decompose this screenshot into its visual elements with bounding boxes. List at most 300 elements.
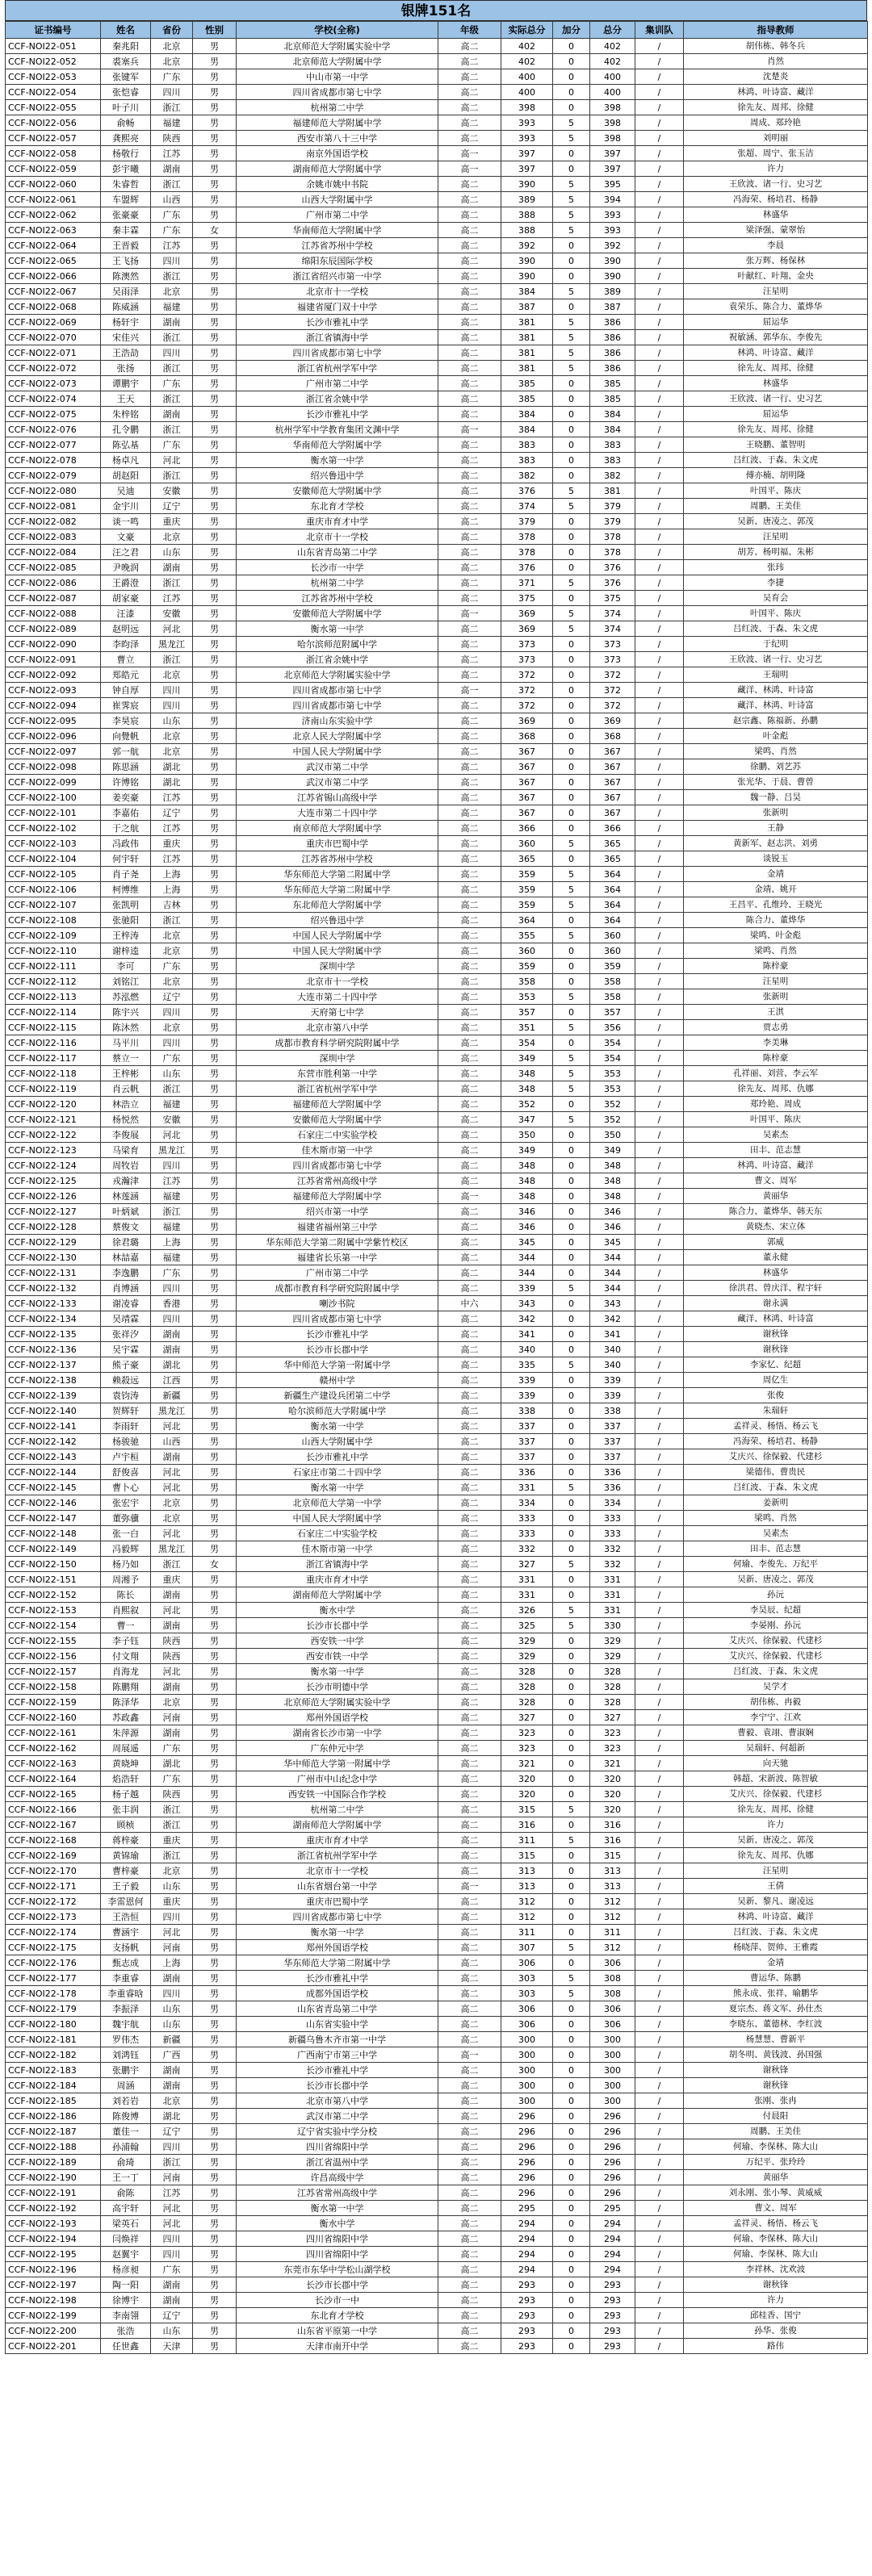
cell-raw-score: 315	[501, 1802, 553, 1817]
cell-team: /	[635, 897, 684, 913]
cell-cert-id: CCF-NOI22-146	[6, 1495, 101, 1511]
cell-raw-score: 400	[501, 69, 553, 85]
cell-total: 349	[590, 1143, 635, 1158]
table-row	[6, 207, 868, 223]
cell-name: 裘塞兵	[101, 54, 151, 69]
table-row	[6, 1925, 868, 1940]
cell-team: /	[635, 69, 684, 85]
cell-team: /	[635, 131, 684, 146]
cell-name: 杨轩宇	[101, 315, 151, 330]
cell-province: 湖南	[151, 2277, 193, 2293]
cell-raw-score: 348	[501, 1081, 553, 1097]
cell-bonus: 0	[553, 1817, 590, 1833]
cell-coach: 林鸿、叶诗富、藏洋	[684, 345, 868, 361]
cell-coach: 田丰、范志慧	[684, 1541, 868, 1557]
cell-school: 湖南师范大学附属中学	[237, 161, 438, 177]
cell-province: 湖南	[151, 2078, 193, 2093]
cell-coach: 李祥林、沈欢波	[684, 2262, 868, 2277]
cell-gender: 男	[193, 437, 237, 453]
cell-grade: 高二	[438, 1695, 501, 1710]
cell-name: 陈澳然	[101, 269, 151, 284]
cell-gender: 男	[193, 1633, 237, 1649]
cell-gender: 男	[193, 1572, 237, 1587]
cell-cert-id: CCF-NOI22-151	[6, 1572, 101, 1587]
cell-team: /	[635, 361, 684, 376]
cell-total: 365	[590, 851, 635, 867]
cell-raw-score: 349	[501, 1143, 553, 1158]
table-row	[6, 284, 868, 299]
cell-coach: 王倩	[684, 1879, 868, 1894]
cell-bonus: 0	[553, 775, 590, 790]
table-row	[6, 2201, 868, 2216]
cell-coach: 藏洋、林鸿、叶诗富	[684, 698, 868, 713]
cell-school: 四川省成都市第七中学	[237, 698, 438, 713]
cell-team: /	[635, 729, 684, 744]
cell-grade: 高二	[438, 1756, 501, 1771]
cell-total: 337	[590, 1449, 635, 1465]
cell-team: /	[635, 1848, 684, 1863]
cell-school: 四川省绵阳中学	[237, 2139, 438, 2155]
cell-school: 安徽师范大学附属中学	[237, 483, 438, 499]
cell-name: 周涵	[101, 2078, 151, 2093]
table-row	[6, 1357, 868, 1373]
cell-school: 四川省成都市第七中学	[237, 85, 438, 100]
cell-province: 北京	[151, 1495, 193, 1511]
cell-raw-score: 335	[501, 1357, 553, 1373]
cell-name: 汪漆	[101, 606, 151, 621]
cell-grade: 高二	[438, 1051, 501, 1066]
cell-school: 广州市第二中学	[237, 207, 438, 223]
cell-gender: 男	[193, 729, 237, 744]
cell-province: 安徽	[151, 606, 193, 621]
cell-cert-id: CCF-NOI22-183	[6, 2063, 101, 2078]
cell-grade: 高二	[438, 299, 501, 315]
cell-coach: 张光华、于晨、曹曾	[684, 775, 868, 790]
cell-name: 蔡立一	[101, 1051, 151, 1066]
cell-school: 江苏省常州高级中学	[237, 2185, 438, 2201]
table-row	[6, 2078, 868, 2093]
cell-raw-score: 390	[501, 177, 553, 192]
cell-province: 重庆	[151, 836, 193, 851]
cell-school: 山东省烟台第一中学	[237, 1879, 438, 1894]
cell-name: 甄志成	[101, 1955, 151, 1971]
cell-grade: 高二	[438, 2216, 501, 2231]
cell-name: 焰浩轩	[101, 1771, 151, 1787]
cell-gender: 男	[193, 100, 237, 115]
cell-grade: 高二	[438, 1633, 501, 1649]
cell-total: 300	[590, 2063, 635, 2078]
cell-school: 重庆市育才中学	[237, 514, 438, 529]
cell-coach: 许力	[684, 161, 868, 177]
cell-coach: 夏宗杰、蒋文军、孙仕杰	[684, 2001, 868, 2017]
cell-coach: 徐洪君、曾庆洋、程宇轩	[684, 1281, 868, 1296]
cell-province: 河北	[151, 1419, 193, 1434]
cell-cert-id: CCF-NOI22-128	[6, 1219, 101, 1235]
table-row	[6, 744, 868, 759]
cell-total: 312	[590, 1894, 635, 1909]
cell-total: 364	[590, 882, 635, 897]
cell-cert-id: CCF-NOI22-123	[6, 1143, 101, 1158]
cell-province: 江苏	[151, 821, 193, 836]
cell-bonus: 0	[553, 1235, 590, 1250]
cell-total: 373	[590, 637, 635, 652]
cell-raw-score: 400	[501, 85, 553, 100]
cell-cert-id: CCF-NOI22-059	[6, 161, 101, 177]
cell-gender: 男	[193, 851, 237, 867]
cell-cert-id: CCF-NOI22-086	[6, 575, 101, 591]
cell-grade: 高二	[438, 621, 501, 637]
cell-province: 湖南	[151, 1725, 193, 1741]
cell-name: 王梓彬	[101, 1066, 151, 1081]
cell-grade: 高二	[438, 1971, 501, 1986]
cell-school: 北京师范大学第一中学	[237, 1495, 438, 1511]
cell-province: 四川	[151, 1281, 193, 1296]
cell-raw-score: 385	[501, 376, 553, 391]
cell-raw-score: 368	[501, 729, 553, 744]
cell-cert-id: CCF-NOI22-176	[6, 1955, 101, 1971]
cell-grade: 高二	[438, 1035, 501, 1051]
cell-team: /	[635, 560, 684, 575]
table-row	[6, 238, 868, 253]
cell-gender: 男	[193, 1143, 237, 1158]
cell-school: 衡水第一中学	[237, 2201, 438, 2216]
cell-bonus: 0	[553, 1695, 590, 1710]
cell-name: 付文翔	[101, 1649, 151, 1664]
cell-cert-id: CCF-NOI22-196	[6, 2262, 101, 2277]
cell-cert-id: CCF-NOI22-112	[6, 974, 101, 989]
cell-gender: 男	[193, 54, 237, 69]
cell-cert-id: CCF-NOI22-189	[6, 2155, 101, 2170]
cell-grade: 高二	[438, 131, 501, 146]
cell-total: 350	[590, 1127, 635, 1143]
cell-raw-score: 323	[501, 1741, 553, 1756]
table-row	[6, 1419, 868, 1434]
cell-name: 冯政伟	[101, 836, 151, 851]
cell-team: /	[635, 1817, 684, 1833]
cell-cert-id: CCF-NOI22-195	[6, 2247, 101, 2262]
cell-grade: 高二	[438, 2032, 501, 2047]
cell-total: 367	[590, 759, 635, 775]
cell-bonus: 0	[553, 744, 590, 759]
cell-coach: 叶国平、陈庆	[684, 606, 868, 621]
cell-bonus: 5	[553, 284, 590, 299]
cell-gender: 男	[193, 1081, 237, 1097]
cell-coach: 陈合力、董烨华	[684, 913, 868, 928]
cell-cert-id: CCF-NOI22-088	[6, 606, 101, 621]
cell-name: 杨卓凡	[101, 453, 151, 468]
cell-coach: 徐先友、周邦、徐健	[684, 100, 868, 115]
cell-grade: 高二	[438, 1526, 501, 1541]
cell-bonus: 0	[553, 1296, 590, 1311]
cell-province: 北京	[151, 54, 193, 69]
cell-raw-score: 313	[501, 1879, 553, 1894]
cell-total: 311	[590, 1925, 635, 1940]
cell-grade: 高二	[438, 1955, 501, 1971]
cell-total: 393	[590, 223, 635, 238]
table-row	[6, 299, 868, 315]
cell-bonus: 0	[553, 253, 590, 269]
cell-school: 中国人民大学附属中学	[237, 943, 438, 959]
cell-province: 福建	[151, 1219, 193, 1235]
cell-gender: 男	[193, 1894, 237, 1909]
cell-team: /	[635, 1189, 684, 1204]
cell-bonus: 5	[553, 361, 590, 376]
cell-grade: 高二	[438, 238, 501, 253]
cell-cert-id: CCF-NOI22-155	[6, 1633, 101, 1649]
cell-coach: 谢秋锋	[684, 2078, 868, 2093]
cell-team: /	[635, 1235, 684, 1250]
cell-school: 四川省成都市第七中学	[237, 1158, 438, 1173]
cell-name: 冯毅辉	[101, 1541, 151, 1557]
cell-grade: 高二	[438, 1311, 501, 1327]
cell-grade: 高二	[438, 821, 501, 836]
cell-gender: 男	[193, 1771, 237, 1787]
cell-grade: 高二	[438, 1173, 501, 1189]
table-row	[6, 514, 868, 529]
cell-grade: 高二	[438, 391, 501, 407]
cell-coach: 艾庆兴、徐保毅、代建杉	[684, 1633, 868, 1649]
table-row	[6, 1649, 868, 1664]
cell-school: 绍兴鲁迅中学	[237, 913, 438, 928]
cell-cert-id: CCF-NOI22-153	[6, 1603, 101, 1618]
cell-school: 山西大学附属中学	[237, 192, 438, 207]
cell-grade: 高二	[438, 1127, 501, 1143]
table-row	[6, 1173, 868, 1189]
cell-team: /	[635, 2109, 684, 2124]
cell-bonus: 0	[553, 545, 590, 560]
cell-cert-id: CCF-NOI22-090	[6, 637, 101, 652]
cell-bonus: 0	[553, 560, 590, 575]
cell-grade: 高二	[438, 2017, 501, 2032]
cell-coach: 梁鸣、肖然	[684, 744, 868, 759]
cell-school: 郑州外国语学校	[237, 1940, 438, 1955]
cell-coach: 冯海荣、杨培君、杨静	[684, 192, 868, 207]
cell-bonus: 0	[553, 100, 590, 115]
cell-team: /	[635, 2262, 684, 2277]
cell-coach: 杨晓萍、贺帅、王雅霞	[684, 1940, 868, 1955]
cell-coach: 藏洋、林鸿、叶诗富	[684, 683, 868, 698]
cell-province: 湖南	[151, 1449, 193, 1465]
cell-raw-score: 350	[501, 1127, 553, 1143]
cell-grade: 高二	[438, 330, 501, 345]
cell-bonus: 0	[553, 1434, 590, 1449]
cell-team: /	[635, 269, 684, 284]
cell-school: 南京师范大学附属中学	[237, 821, 438, 836]
cell-name: 徐博宇	[101, 2293, 151, 2308]
cell-total: 344	[590, 1281, 635, 1296]
cell-raw-score: 340	[501, 1342, 553, 1357]
table-row	[6, 1572, 868, 1587]
cell-total: 353	[590, 1066, 635, 1081]
cell-grade: 高二	[438, 1480, 501, 1495]
cell-name: 贺辉轩	[101, 1403, 151, 1419]
table-row	[6, 1511, 868, 1526]
cell-grade: 高二	[438, 713, 501, 729]
cell-total: 330	[590, 1618, 635, 1633]
cell-raw-score: 369	[501, 606, 553, 621]
cell-province: 北京	[151, 943, 193, 959]
cell-cert-id: CCF-NOI22-111	[6, 959, 101, 974]
table-row	[6, 2323, 868, 2339]
cell-raw-score: 325	[501, 1618, 553, 1633]
cell-grade: 高二	[438, 805, 501, 821]
cell-team: /	[635, 1357, 684, 1373]
table-row	[6, 39, 868, 54]
cell-bonus: 0	[553, 146, 590, 161]
cell-gender: 男	[193, 897, 237, 913]
cell-cert-id: CCF-NOI22-118	[6, 1066, 101, 1081]
cell-team: /	[635, 345, 684, 361]
cell-gender: 男	[193, 2247, 237, 2262]
table-row	[6, 1403, 868, 1419]
cell-team: /	[635, 1557, 684, 1572]
table-row	[6, 1005, 868, 1020]
cell-team: /	[635, 1005, 684, 1020]
cell-total: 328	[590, 1679, 635, 1695]
cell-team: /	[635, 1955, 684, 1971]
table-row	[6, 468, 868, 483]
cell-bonus: 5	[553, 207, 590, 223]
cell-gender: 男	[193, 2063, 237, 2078]
cell-team: /	[635, 483, 684, 499]
cell-school: 西安铁一中国际合作学校	[237, 1787, 438, 1802]
cell-gender: 男	[193, 1710, 237, 1725]
cell-cert-id: CCF-NOI22-057	[6, 131, 101, 146]
cell-grade: 高二	[438, 1419, 501, 1434]
cell-name: 肖熙叙	[101, 1603, 151, 1618]
cell-team: /	[635, 1296, 684, 1311]
cell-team: /	[635, 1710, 684, 1725]
cell-bonus: 0	[553, 1204, 590, 1219]
cell-cert-id: CCF-NOI22-109	[6, 928, 101, 943]
cell-grade: 高二	[438, 2063, 501, 2078]
cell-name: 蒋梓豪	[101, 1833, 151, 1848]
cell-school: 北京师范大学附属实验中学	[237, 39, 438, 54]
cell-gender: 男	[193, 928, 237, 943]
cell-grade: 高二	[438, 1465, 501, 1480]
column-header-bonus: 加分	[553, 22, 590, 39]
cell-gender: 男	[193, 698, 237, 713]
cell-school: 石家庄二中实验学校	[237, 1526, 438, 1541]
cell-raw-score: 320	[501, 1771, 553, 1787]
cell-grade: 高二	[438, 1587, 501, 1603]
cell-bonus: 5	[553, 1986, 590, 2001]
cell-total: 374	[590, 606, 635, 621]
cell-coach: 郑玲艳、周成	[684, 1097, 868, 1112]
cell-name: 肖子尧	[101, 867, 151, 882]
cell-raw-score: 367	[501, 790, 553, 805]
cell-team: /	[635, 1035, 684, 1051]
cell-coach: 李晓东、董德林、李红波	[684, 2017, 868, 2032]
cell-raw-score: 375	[501, 591, 553, 606]
cell-bonus: 0	[553, 1419, 590, 1434]
cell-cert-id: CCF-NOI22-053	[6, 69, 101, 85]
cell-bonus: 0	[553, 1265, 590, 1281]
cell-team: /	[635, 330, 684, 345]
cell-total: 316	[590, 1833, 635, 1848]
cell-grade: 高二	[438, 376, 501, 391]
cell-grade: 高二	[438, 1158, 501, 1173]
cell-coach: 胡伟栋、韩冬兵	[684, 39, 868, 54]
cell-name: 曹一	[101, 1618, 151, 1633]
table-row	[6, 2124, 868, 2139]
cell-grade: 高二	[438, 2185, 501, 2201]
cell-total: 337	[590, 1434, 635, 1449]
cell-name: 尹晚润	[101, 560, 151, 575]
cell-grade: 高二	[438, 943, 501, 959]
cell-school: 长沙市长郡中学	[237, 1342, 438, 1357]
cell-total: 402	[590, 39, 635, 54]
cell-name: 苏泓燃	[101, 989, 151, 1005]
cell-name: 任世鑫	[101, 2339, 151, 2354]
cell-total: 364	[590, 897, 635, 913]
cell-name: 于之航	[101, 821, 151, 836]
cell-cert-id: CCF-NOI22-070	[6, 330, 101, 345]
cell-bonus: 5	[553, 1281, 590, 1296]
cell-gender: 男	[193, 85, 237, 100]
cell-raw-score: 327	[501, 1710, 553, 1725]
cell-bonus: 5	[553, 315, 590, 330]
cell-coach: 董永健	[684, 1250, 868, 1265]
cell-name: 李可	[101, 959, 151, 974]
cell-team: /	[635, 2032, 684, 2047]
table-row	[6, 146, 868, 161]
cell-team: /	[635, 2155, 684, 2170]
cell-name: 张驰阳	[101, 913, 151, 928]
cell-cert-id: CCF-NOI22-144	[6, 1465, 101, 1480]
cell-bonus: 0	[553, 1189, 590, 1204]
cell-team: /	[635, 851, 684, 867]
cell-cert-id: CCF-NOI22-131	[6, 1265, 101, 1281]
cell-name: 张宏宇	[101, 1495, 151, 1511]
cell-school: 衡水中学	[237, 1603, 438, 1618]
cell-grade: 高二	[438, 1511, 501, 1526]
cell-province: 北京	[151, 667, 193, 683]
cell-cert-id: CCF-NOI22-142	[6, 1434, 101, 1449]
cell-cert-id: CCF-NOI22-154	[6, 1618, 101, 1633]
cell-name: 王浩劼	[101, 345, 151, 361]
cell-total: 376	[590, 560, 635, 575]
cell-team: /	[635, 2201, 684, 2216]
cell-gender: 男	[193, 1235, 237, 1250]
cell-total: 372	[590, 667, 635, 683]
cell-raw-score: 306	[501, 1955, 553, 1971]
cell-total: 367	[590, 805, 635, 821]
cell-team: /	[635, 1695, 684, 1710]
cell-raw-score: 328	[501, 1679, 553, 1695]
cell-name: 周牧岩	[101, 1158, 151, 1173]
cell-cert-id: CCF-NOI22-097	[6, 744, 101, 759]
cell-raw-score: 360	[501, 943, 553, 959]
cell-grade: 高二	[438, 1020, 501, 1035]
cell-school: 华东师范大学第二附属中学紫竹校区	[237, 1235, 438, 1250]
cell-team: /	[635, 1833, 684, 1848]
cell-raw-score: 339	[501, 1373, 553, 1388]
cell-grade: 高二	[438, 545, 501, 560]
cell-team: /	[635, 100, 684, 115]
cell-gender: 男	[193, 376, 237, 391]
cell-gender: 男	[193, 2032, 237, 2047]
cell-school: 长沙市雅礼中学	[237, 407, 438, 422]
cell-bonus: 0	[553, 1925, 590, 1940]
cell-total: 386	[590, 345, 635, 361]
cell-grade: 高二	[438, 667, 501, 683]
table-row	[6, 1235, 868, 1250]
cell-gender: 男	[193, 2093, 237, 2109]
cell-bonus: 0	[553, 1848, 590, 1863]
cell-team: /	[635, 2308, 684, 2323]
cell-grade: 高二	[438, 897, 501, 913]
